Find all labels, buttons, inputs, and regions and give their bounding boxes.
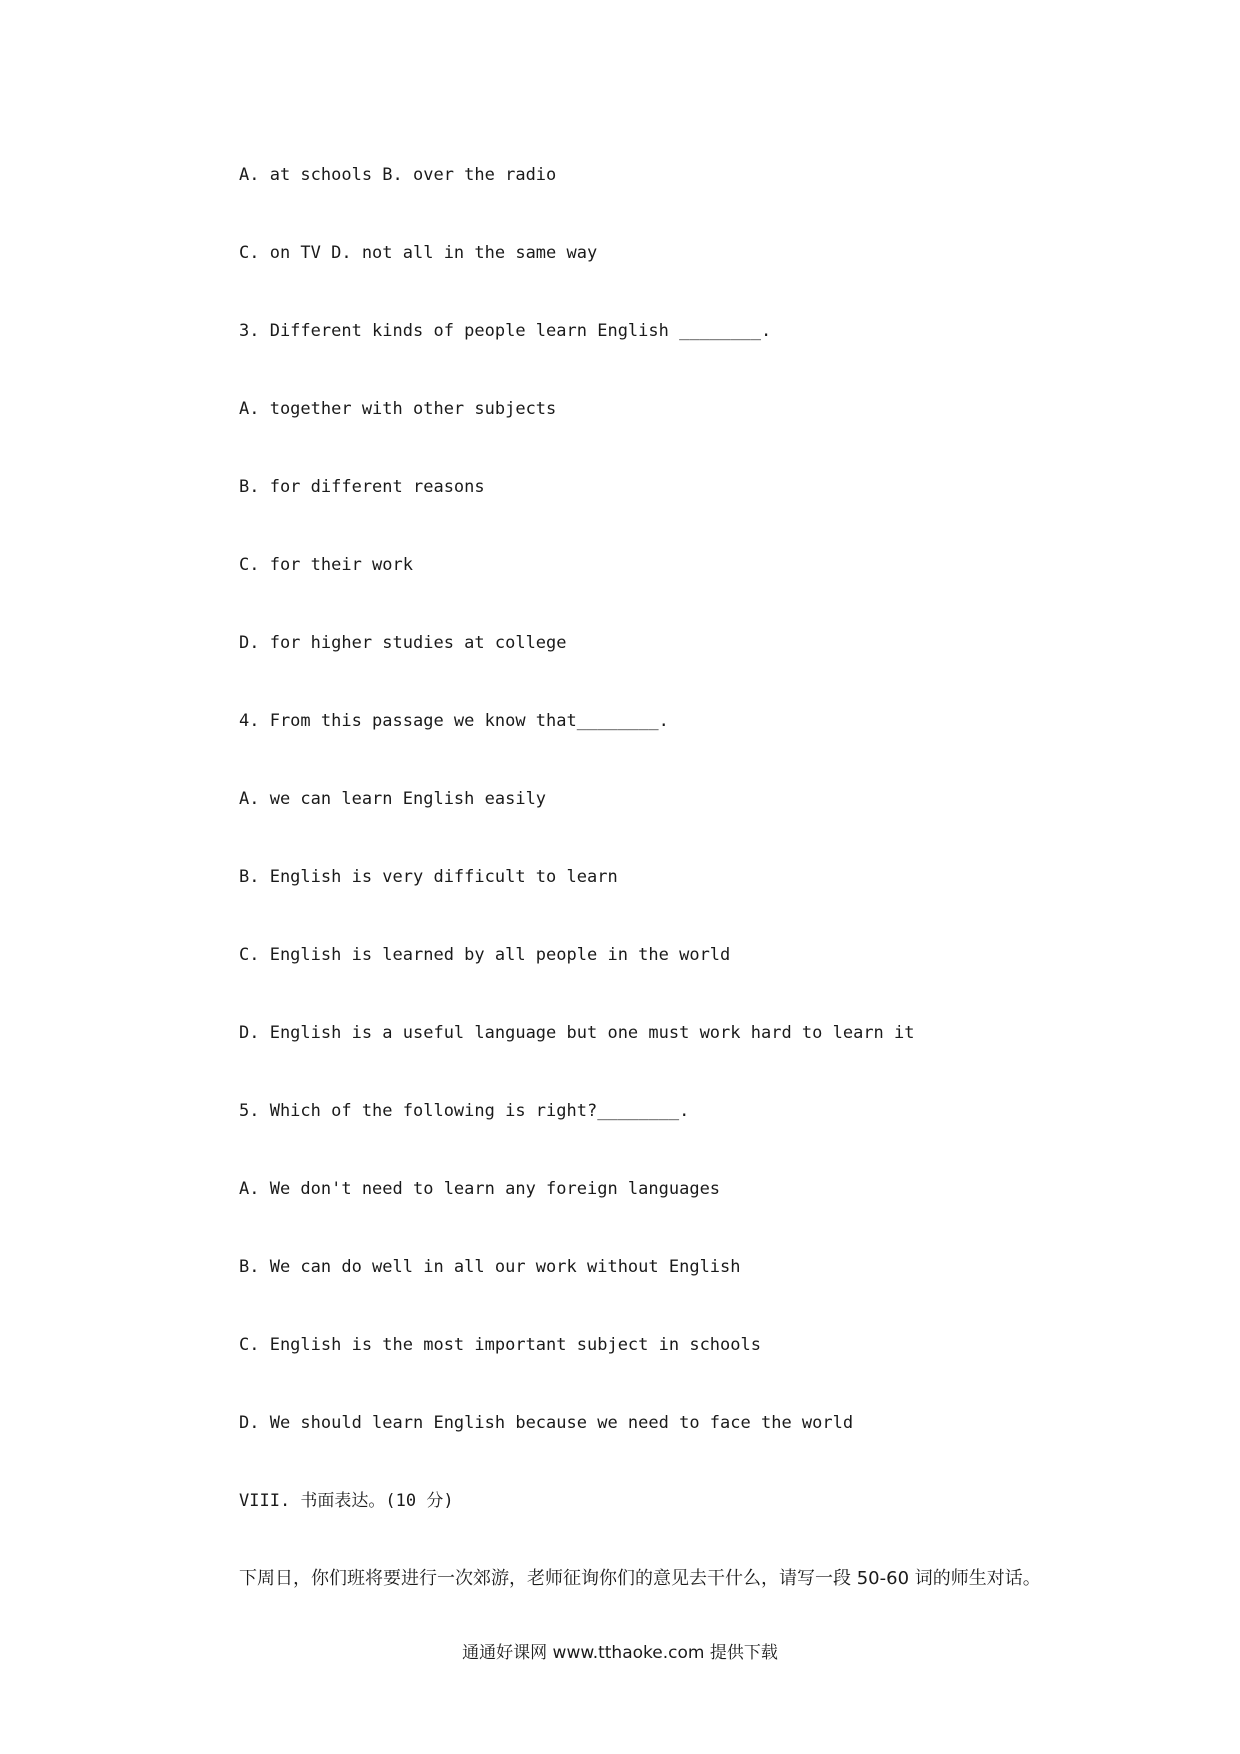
option-line: C. English is the most important subject in schools <box>239 1335 761 1355</box>
option-line: B. We can do well in all our work without English <box>239 1257 741 1277</box>
option-line: B. English is very difficult to learn <box>239 867 618 887</box>
option-line: C. English is learned by all people in the world <box>239 945 731 965</box>
footer-credit: 通通好课网 www.tthaoke.com 提供下载 <box>462 1643 778 1663</box>
option-line: A. together with other subjects <box>239 399 557 419</box>
option-line: D. English is a useful language but one must work hard to learn it <box>239 1023 915 1043</box>
question-5: 5. Which of the following is right?________. <box>239 1101 690 1121</box>
option-line: C. on TV D. not all in the same way <box>239 243 598 263</box>
question-3: 3. Different kinds of people learn English ________. <box>239 321 772 341</box>
section-heading: VIII. 书面表达。(10 分) <box>239 1491 454 1511</box>
option-line: D. for higher studies at college <box>239 633 567 653</box>
option-line: D. We should learn English because we need to face the world <box>239 1413 854 1433</box>
option-line: A. we can learn English easily <box>239 789 547 809</box>
option-line: A. We don't need to learn any foreign languages <box>239 1179 721 1199</box>
option-line: A. at schools B. over the radio <box>239 165 557 185</box>
writing-prompt: 下周日，你们班将要进行一次郊游，老师征询你们的意见去干什么，请写一段 50-60 词的师生对话。 <box>239 1568 1041 1589</box>
option-line: B. for different reasons <box>239 477 485 497</box>
question-4: 4. From this passage we know that________. <box>239 711 669 731</box>
option-line: C. for their work <box>239 555 413 575</box>
